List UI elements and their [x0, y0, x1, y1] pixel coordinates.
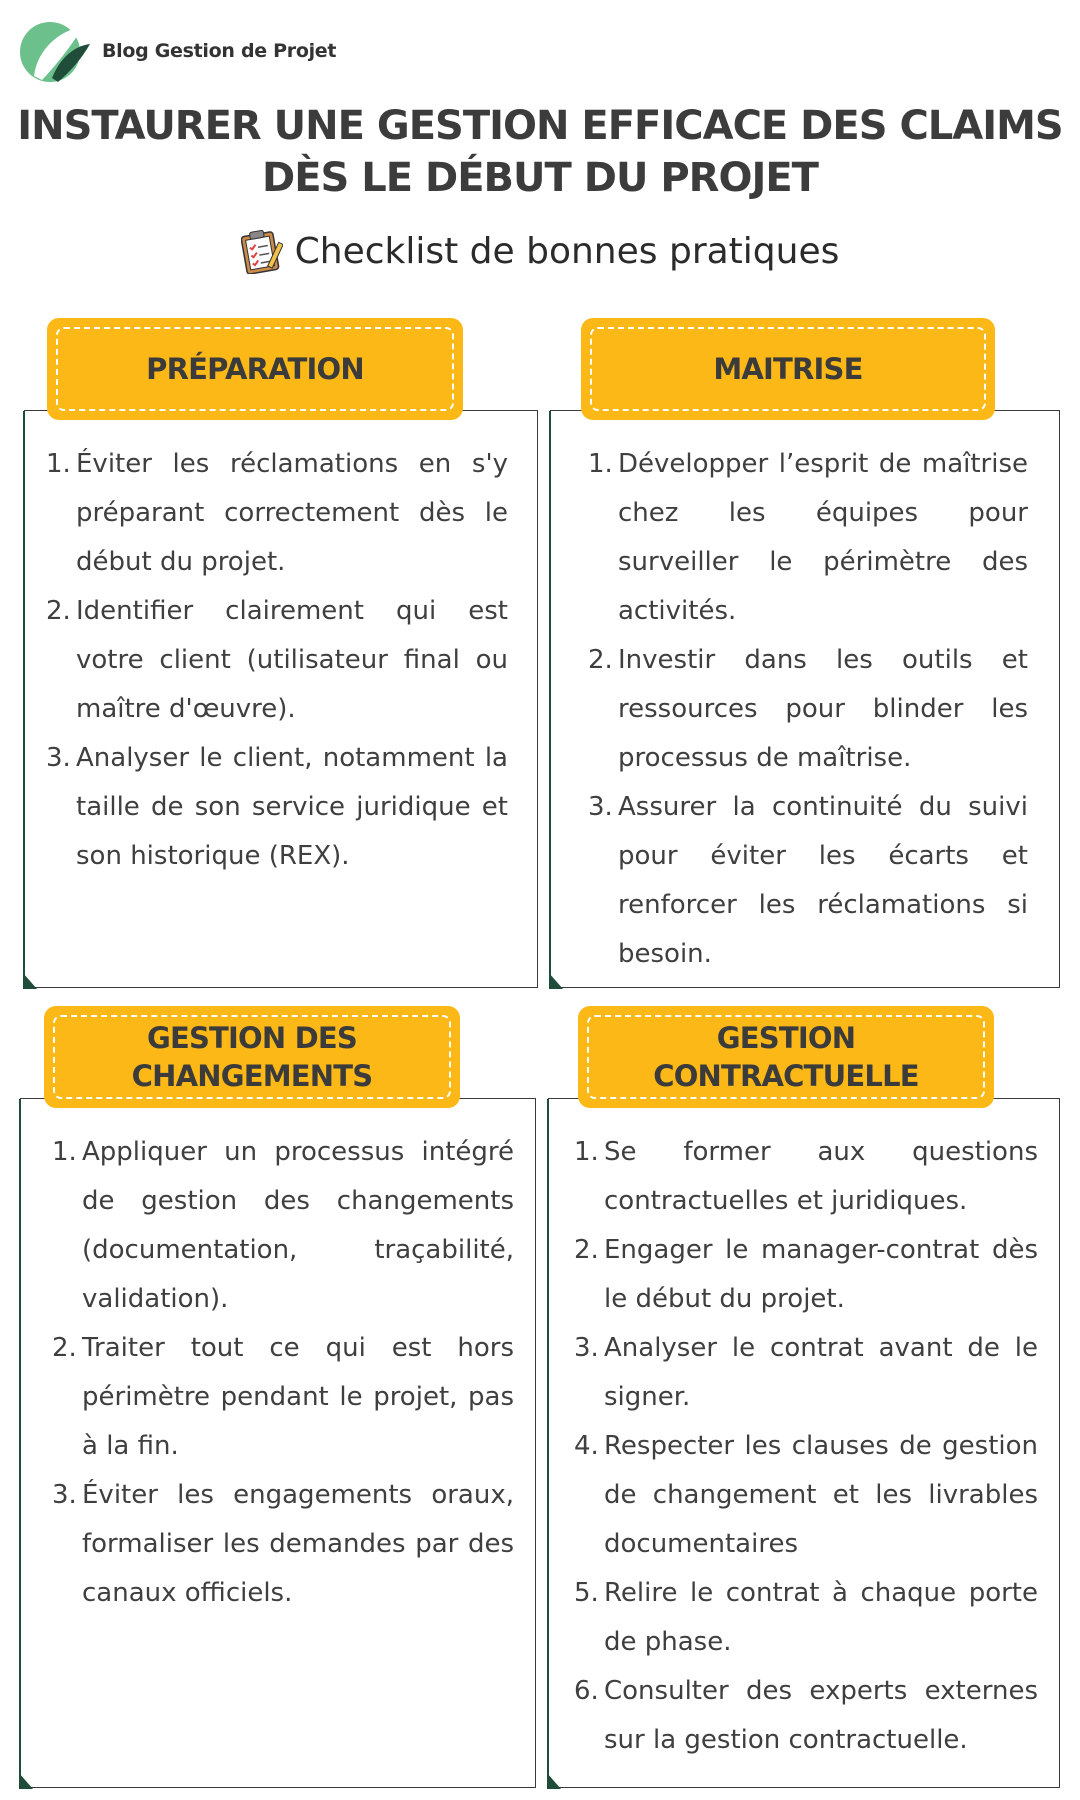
- list-item: [46, 587, 508, 734]
- item-number: 1.: [574, 1137, 599, 1167]
- section-label-gestion-contractuelle: GESTION CONTRACTUELLE: [578, 1006, 994, 1108]
- item-text: Relire le contrat à chaque porte de phase.: [604, 1578, 1038, 1657]
- list-item: [46, 734, 508, 881]
- card-edge-accent: [23, 411, 25, 987]
- item-number: 2.: [574, 1235, 599, 1265]
- item-text: Consulter des experts externes sur la gestion contractuelle.: [604, 1676, 1038, 1755]
- list-item: [52, 1128, 514, 1324]
- item-number: 3.: [588, 792, 613, 822]
- item-text: Identifier clairement qui est votre client (utilisateur final ou maître d'œuvre).: [76, 596, 508, 724]
- list-item: [46, 440, 508, 587]
- item-number: 3.: [574, 1333, 599, 1363]
- card-edge-accent: [547, 1099, 549, 1787]
- item-number: 3.: [52, 1480, 77, 1510]
- item-number: 1.: [46, 449, 71, 479]
- item-number: 4.: [574, 1431, 599, 1461]
- brand-name: Blog Gestion de Projet: [102, 40, 337, 62]
- item-text: Développer l’esprit de maîtrise chez les équipes pour surveiller le périmètre des activités.: [618, 449, 1028, 626]
- list-item: [52, 1324, 514, 1471]
- list-item: [574, 1422, 1038, 1569]
- item-text: Analyser le contrat avant de le signer.: [604, 1333, 1038, 1412]
- list-item: [574, 1324, 1038, 1422]
- title-line-1: INSTAURER UNE GESTION EFFICACE DES CLAIMS: [17, 103, 1063, 149]
- item-text: Analyser le client, notamment la taille de son service juridique et son historique (REX).: [76, 743, 508, 871]
- item-text: Assurer la continuité du suivi pour éviter les écarts et renforcer les réclamations si besoin.: [618, 792, 1028, 969]
- item-number: 3.: [46, 743, 71, 773]
- section-label-gestion-changements: GESTION DES CHANGEMENTS: [44, 1006, 460, 1108]
- list-item: [588, 783, 1028, 979]
- item-number: 6.: [574, 1676, 599, 1706]
- checklist-maitrise: [588, 440, 1028, 979]
- checklist-gestion-changements: [52, 1128, 514, 1618]
- card-corner-fold: [547, 1773, 561, 1789]
- subtitle-text: Checklist de bonnes pratiques: [294, 230, 840, 272]
- item-text: Éviter les engagements oraux, formaliser les demandes par des canaux officiels.: [82, 1480, 514, 1608]
- item-number: 2.: [52, 1333, 77, 1363]
- section-label-preparation: PRÉPARATION: [47, 318, 463, 420]
- title-line-2: DÈS LE DÉBUT DU PROJET: [262, 155, 818, 201]
- subtitle: [0, 228, 1080, 274]
- item-text: Se former aux questions contractuelles et juridiques.: [604, 1137, 1038, 1216]
- list-item: [52, 1471, 514, 1618]
- item-text: Éviter les réclamations en s'y préparant correctement dès le début du projet.: [76, 449, 508, 577]
- card-corner-fold: [549, 973, 563, 989]
- list-item: [574, 1128, 1038, 1226]
- page-title: [0, 100, 1080, 204]
- item-text: Investir dans les outils et ressources pour blinder les processus de maîtrise.: [618, 645, 1028, 773]
- brand-logo: [12, 16, 336, 86]
- item-number: 1.: [588, 449, 613, 479]
- list-item: [574, 1226, 1038, 1324]
- item-text: Appliquer un processus intégré de gestion des changements (documentation, traçabilité, validation).: [82, 1137, 514, 1314]
- item-text: Engager le manager-contrat dès le début du projet.: [604, 1235, 1038, 1314]
- card-corner-fold: [19, 1773, 33, 1789]
- item-text: Traiter tout ce qui est hors périmètre pendant le projet, pas à la fin.: [82, 1333, 514, 1461]
- item-number: 5.: [574, 1578, 599, 1608]
- item-number: 2.: [46, 596, 71, 626]
- clipboard-checklist-icon: [241, 228, 283, 274]
- checklist-preparation: [46, 440, 508, 881]
- checklist-gestion-contractuelle: [574, 1128, 1038, 1765]
- card-corner-fold: [23, 973, 37, 989]
- card-edge-accent: [549, 411, 551, 987]
- list-item: [588, 636, 1028, 783]
- section-label-maitrise: MAITRISE: [581, 318, 995, 420]
- list-item: [588, 440, 1028, 636]
- list-item: [574, 1569, 1038, 1667]
- leaf-logo-icon: [12, 16, 92, 86]
- item-number: 1.: [52, 1137, 77, 1167]
- list-item: [574, 1667, 1038, 1765]
- card-edge-accent: [19, 1099, 21, 1787]
- item-text: Respecter les clauses de gestion de changement et les livrables documentaires: [604, 1431, 1038, 1559]
- item-number: 2.: [588, 645, 613, 675]
